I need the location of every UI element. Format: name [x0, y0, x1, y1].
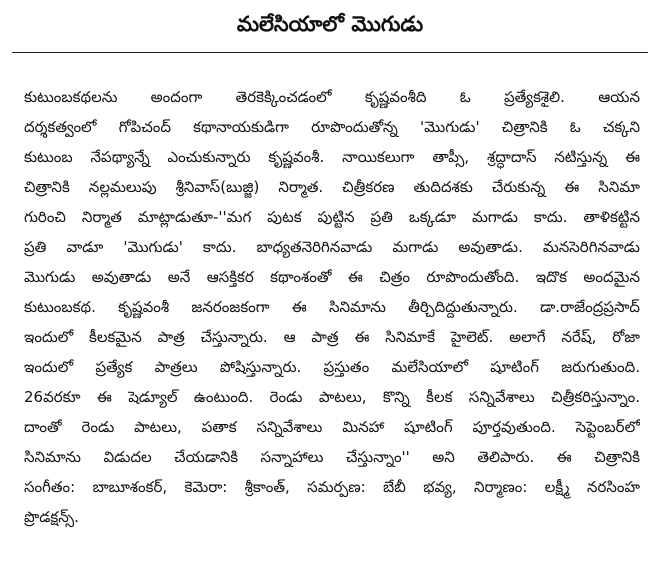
- article-line: గురించి నిర్మాత మాట్లాడుతూ-''మగ పుటక పుట్టిన ప్రతి ఒక్కడూ మగాడు కాదు. తాళికట్టిన: [24, 208, 640, 226]
- article-line: దాంతో రెండు పాటలు, పతాక సన్నివేశాలు మినహా షూటింగ్ పూర్తవుతుంది. సెప్టెంబర్‌లో: [24, 418, 640, 436]
- article-title: మలేసియాలో మొగుడు: [236, 12, 424, 36]
- article-line: కుటుంబకథ. కృష్ణవంశీ జనరంజకంగా ఈ సినిమాను తీర్చిదిద్దుతున్నారు. డా.రాజేంద్రప్రసాద్: [24, 298, 640, 316]
- title-divider: [12, 52, 648, 53]
- article-line: కుటుంబకథలను అందంగా తెరకెక్కించడంలో కృష్ణవంశీది ఓ ప్రత్యేకశైలి. ఆయన: [24, 88, 640, 106]
- article-line: కుటుంబ నేపథ్యాన్నే ఎంచుకున్నారు కృష్ణవంశీ. నాయికలుగా తాప్సీ, శ్రద్ధాదాస్ నటిస్తున్న ఈ: [24, 148, 640, 166]
- article-line: సంగీతం: బాబూశంకర్, కెమెరా: శ్రీకాంత్, సమర్పణ: బేబీ భవ్య, నిర్మాణం: లక్ష్మీ నరసింహ: [24, 478, 640, 496]
- article-line: ఇందులో కీలకమైన పాత్ర చేస్తున్నారు. ఆ పాత్ర ఈ సినిమాకే హైలెట్. అలాగే నరేష్, రోజా: [24, 328, 640, 346]
- article-line: మొగుడు అవుతాడు అనే ఆసక్తికర కథాంశంతో ఈ చిత్రం రూపొందుతోంది. ఇదొక అందమైన: [24, 268, 640, 286]
- article-line-last: ప్రొడక్షన్స్.: [24, 508, 79, 526]
- article-line: చిత్రానికి నల్లమలుపు శ్రీనివాస్(బుజ్జి) నిర్మాత. చిత్రీకరణ తుదిదశకు చేరుకున్న ఈ సినిమా: [24, 178, 640, 196]
- article-line: ప్రతి వాడూ 'మొగుడు' కాదు. బాధ్యతనెరిగినవాడు మగాడు అవుతాడు. మనసెరిగినవాడు: [24, 238, 640, 256]
- article-line: సినిమాను విడుదల చేయడానికి సన్నాహాలు చేస్తున్నాం'' అని తెలిపారు. ఈ చిత్రానికి: [24, 448, 640, 466]
- article-line: ఇందులో ప్రత్యేక పాత్రలు పోషిస్తున్నారు. ప్రస్తుతం మలేసియాలో షూటింగ్ జరుగుతుంది.: [24, 358, 640, 376]
- article-line: దర్శకత్వంలో గోపిచంద్ కథానాయకుడిగా రూపొందుతోన్న 'మొగుడు' చిత్రానికి ఓ చక్కని: [24, 118, 640, 136]
- title-area: [0, 10, 660, 38]
- article-line: 26వరకూ ఈ షెడ్యూల్ ఉంటుంది. రెండు పాటలు, కొన్ని కీలక సన్నివేశాలు చిత్రీకరిస్తున్నాం.: [24, 388, 640, 406]
- article-body: [24, 82, 640, 532]
